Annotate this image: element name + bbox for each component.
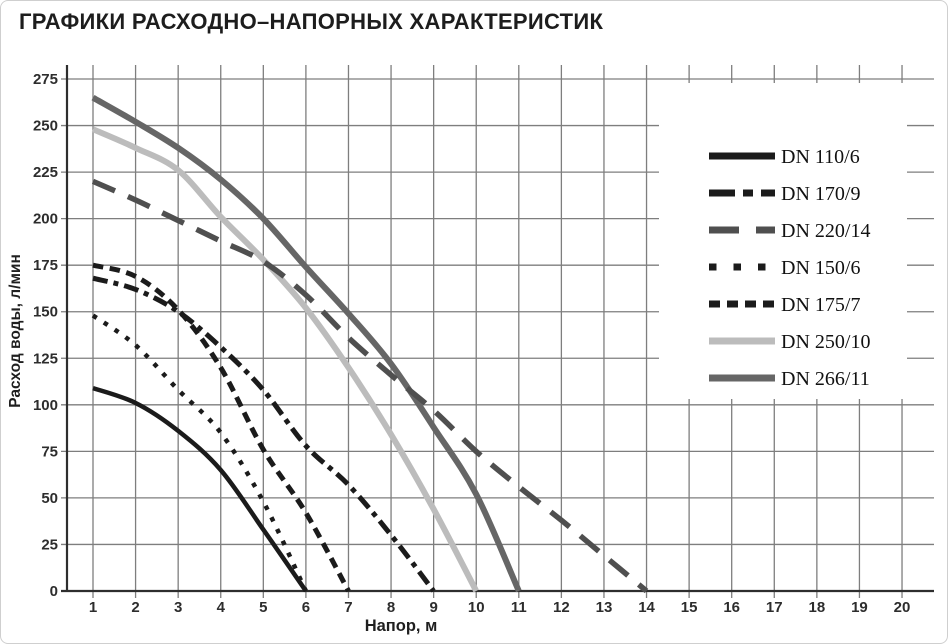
legend-label-dn-110-6: DN 110/6 (781, 146, 860, 168)
legend-label-dn-175-7: DN 175/7 (781, 294, 861, 316)
x-tick-label: 1 (88, 599, 98, 616)
x-tick-label: 8 (386, 599, 396, 616)
curve-dn-220-14 (93, 181, 647, 591)
y-tick-label: 200 (32, 210, 58, 228)
x-tick-label: 7 (344, 599, 353, 616)
x-tick-label: 20 (893, 599, 911, 616)
x-tick-label: 14 (638, 599, 655, 616)
y-tick-label: 225 (32, 164, 58, 182)
y-tick-label: 75 (41, 443, 58, 461)
y-tick-label: 100 (32, 396, 58, 414)
legend-label-dn-250-10: DN 250/10 (781, 331, 871, 353)
x-axis-title: Напор, м (364, 617, 438, 635)
curve-dn-150-6 (93, 316, 306, 592)
x-tick-label: 10 (467, 599, 485, 616)
y-tick-label: 50 (41, 489, 58, 507)
x-tick-label: 19 (851, 599, 868, 616)
legend-label-dn-220-14: DN 220/14 (781, 220, 871, 242)
x-tick-label: 17 (765, 599, 783, 616)
legend-label-dn-266-11: DN 266/11 (781, 368, 870, 390)
x-tick-label: 6 (301, 599, 311, 616)
x-tick-label: 11 (510, 599, 527, 616)
x-tick-label: 12 (553, 599, 570, 616)
legend-label-dn-170-9: DN 170/9 (781, 183, 861, 205)
y-tick-label: 0 (49, 583, 58, 600)
y-tick-label: 125 (32, 350, 58, 368)
y-tick-label: 175 (32, 257, 58, 275)
x-tick-label: 15 (680, 599, 698, 616)
curve-dn-110-6 (93, 388, 306, 591)
y-tick-label: 250 (32, 117, 58, 135)
x-tick-label: 3 (173, 599, 183, 616)
legend-label-dn-150-6: DN 150/6 (781, 257, 861, 279)
x-tick-label: 18 (808, 599, 826, 616)
y-tick-label: 275 (32, 71, 58, 88)
curve-dn-250-10 (93, 129, 476, 591)
x-tick-label: 4 (216, 599, 225, 616)
x-tick-label: 13 (595, 599, 613, 616)
y-axis-title: Расход воды, л/мин (7, 254, 24, 408)
flow-head-chart (1, 1, 948, 644)
x-tick-label: 9 (429, 599, 438, 616)
x-tick-label: 16 (723, 599, 741, 616)
y-tick-label: 25 (41, 536, 58, 554)
chart-title: ГРАФИКИ РАСХОДНО–НАПОРНЫХ ХАРАКТЕРИСТИК (19, 9, 604, 34)
x-tick-label: 5 (259, 599, 268, 616)
legend (659, 83, 907, 399)
y-tick-label: 150 (32, 303, 58, 321)
x-tick-label: 2 (131, 599, 140, 616)
